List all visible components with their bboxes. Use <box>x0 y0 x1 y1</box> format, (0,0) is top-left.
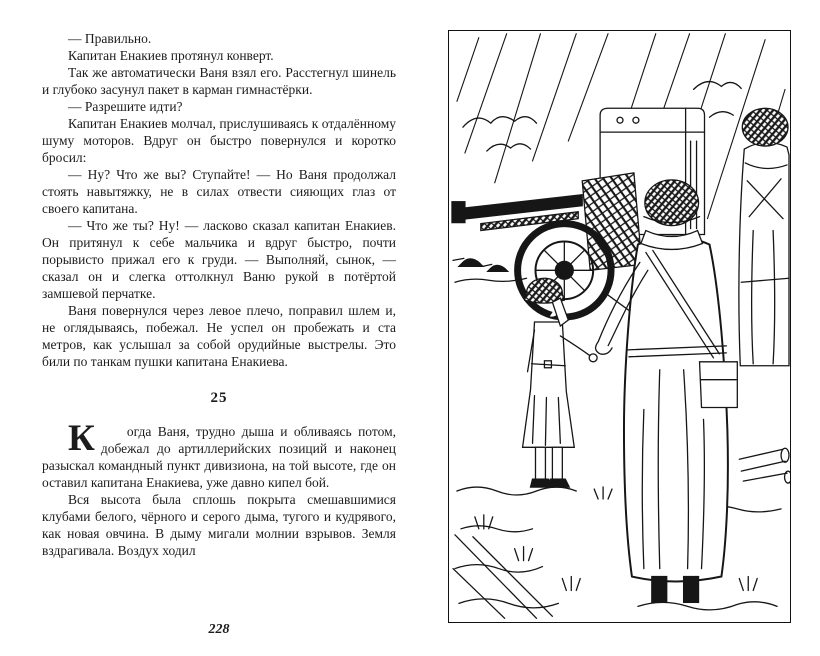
paragraph: Вся высота была сплошь покрыта смешавшимися клубами белого, чёрного и серого дыма, тугого и кудрявого, как новая овчина. В дыму мигали молнии взрывов. Земля вздрагивала. Воздух ходил <box>42 492 396 558</box>
book-illustration <box>449 31 790 622</box>
paragraph: Ваня повернулся через левое плечо, поправил шлем и, не оглядываясь, побежал. Не успел он пробежать и ста метров, как услышал за собой орудийные выстрелы. Это били по танкам пушки капитана Енакиева. <box>42 303 396 369</box>
paragraph: — Ну? Что же вы? Ступайте! — Но Ваня продолжал стоять навытяжку, не в силах отвести сияющих глаз от своего капитана. <box>42 167 396 216</box>
left-page <box>42 30 396 636</box>
ground <box>453 278 781 618</box>
shell-casings <box>739 448 790 483</box>
illustration-frame <box>448 30 791 623</box>
paragraph: — Что же ты? Ну! — ласково сказал капитан Енакиев. Он притянул к себе мальчика и вдруг быстро, почти порывисто прижал его к груди. — Выполняй, сынок, — сказал он и слегка оттолкнул Ваню рукой в потёртой замшевой перчатке. <box>42 218 396 301</box>
drop-cap: К <box>68 418 95 459</box>
distant-tanks <box>453 258 508 271</box>
paragraph: Капитан Енакиев протянул конверт. <box>68 48 274 63</box>
page-number: 228 <box>208 622 230 637</box>
paragraph: — Правильно. <box>68 31 152 46</box>
soldier-right <box>739 108 789 365</box>
paragraph-with-dropcap <box>42 418 396 491</box>
paragraph-text: огда Ваня, трудно дыша и обливаясь потом, добежал до артиллерийских позиций и наконец разыскал командный пункт дивизиона, на той высоте, где он оставил капитана Енакиева, уже давно кипел бой. <box>42 424 396 490</box>
paragraph: Так же автоматически Ваня взял его. Расстегнул шинель и глубоко засунул пакет в карман гимнастёрки. <box>42 65 396 97</box>
paragraph: — Разрешите идти? <box>68 99 183 114</box>
chapter-number: 25 <box>210 390 228 406</box>
paragraph: Капитан Енакиев молчал, прислушиваясь к отдалённому шуму моторов. Вдруг он быстро повернулся и коротко бросил: <box>42 116 396 165</box>
